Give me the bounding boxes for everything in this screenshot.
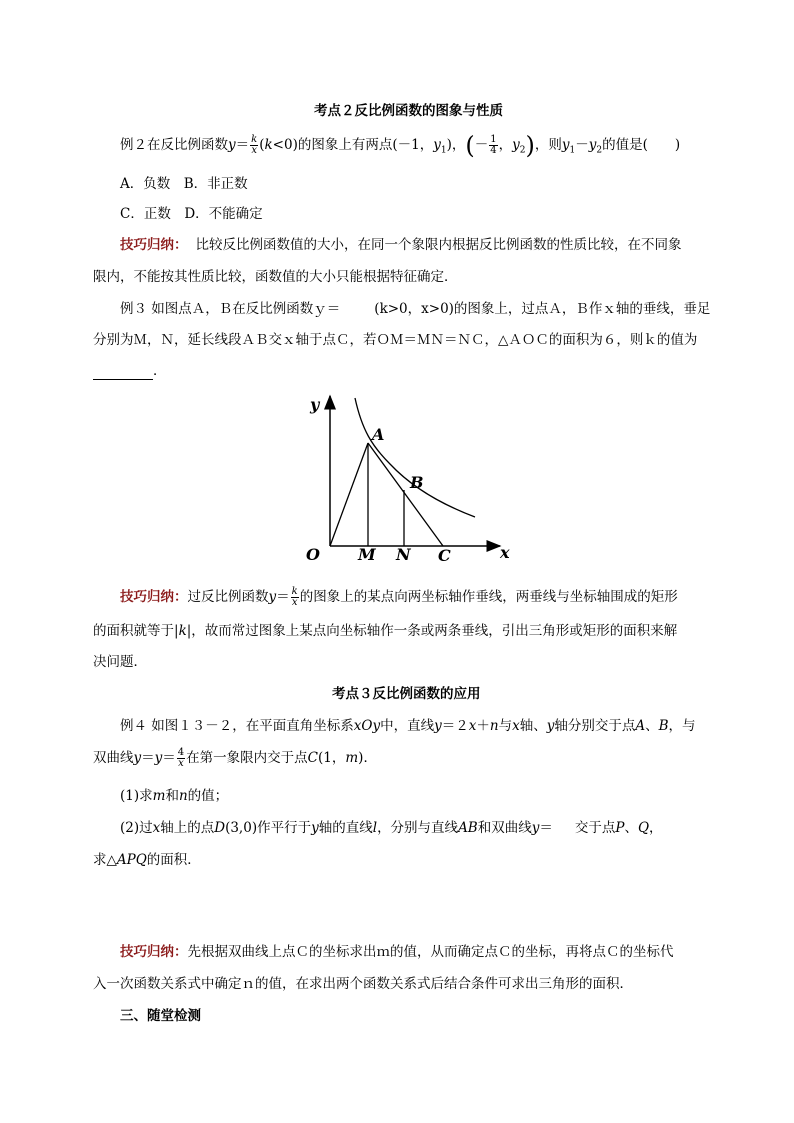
t: 和: [165, 788, 179, 804]
answer-blank-line: [93, 367, 153, 380]
right-paren: ): [525, 131, 535, 160]
var-y: y: [228, 137, 236, 153]
tip-label: 技巧归纳：: [120, 944, 188, 960]
tip-1-line-1: [120, 236, 682, 254]
var-AB: AB: [458, 820, 478, 836]
equals: ＝: [276, 589, 290, 605]
label-A: A: [372, 425, 385, 444]
t: 轴分别交于点: [554, 718, 636, 734]
t: ＝: [539, 820, 553, 836]
tip2-text-b: 的图象上的某点向两坐标轴作垂线，两垂线与坐标轴围成的矩形: [299, 589, 678, 605]
t: 轴上的点: [160, 820, 215, 836]
ex2-intro: 例２在反比例函数: [120, 137, 228, 153]
t: (2)过: [120, 820, 153, 836]
tip-2-line-1: [120, 585, 678, 609]
sub-1b: 1: [569, 145, 576, 156]
label-M: M: [358, 545, 376, 564]
var-n: n: [489, 718, 499, 734]
t: ＝: [141, 750, 155, 766]
var-y: y: [434, 718, 442, 734]
period: ．: [153, 363, 167, 379]
var-y: y: [311, 820, 319, 836]
t: 的值；: [187, 788, 229, 804]
example-4-question-1: [120, 787, 228, 805]
var-k: k: [178, 623, 187, 639]
frac-num: 1: [490, 134, 497, 145]
t: 轴、: [519, 718, 547, 734]
example-3-line-3: [93, 362, 167, 380]
tip3-text: 先根据双曲线上点Ｃ的坐标求出ｍ的值，从而确定点Ｃ的坐标，再将点Ｃ的坐标代: [187, 944, 674, 960]
t: 交于点: [574, 820, 616, 836]
var-C: C: [307, 750, 318, 766]
sep: )，: [446, 137, 466, 153]
sub-1: 1: [440, 145, 447, 156]
ex3-text-b: (k>0，x>0)的图象上，过点Ａ，Ｂ作ｘ轴的垂线，垂足: [374, 301, 711, 317]
var-x: x: [468, 718, 477, 734]
frac-den: x: [251, 145, 257, 156]
var-y: y: [268, 589, 277, 605]
fraction-4-over-x: [177, 748, 185, 769]
var-y1b: y: [561, 137, 570, 153]
label-x: x: [500, 543, 510, 562]
var-Q: Q: [637, 820, 650, 836]
frac-num: 4: [177, 747, 185, 758]
tip-text: 比较反比例函数值的大小，在同一个象限内根据反比例函数的性质比较，在不同象: [195, 237, 682, 253]
fraction-k-over-x: [291, 587, 299, 608]
example-4-line-2: [93, 744, 377, 772]
option-a-b: A．负数 B．非正数: [120, 176, 248, 192]
section-3-title: 考点３反比例函数的应用: [332, 686, 481, 702]
tip-1-line-2: 限内，不能按其性质比较，函数值的大小只能根据特征确定．: [93, 269, 458, 285]
var-y: y: [154, 750, 163, 766]
var-y: y: [133, 750, 142, 766]
sub-2b: 2: [596, 145, 603, 156]
section-in-class-test: 三、随堂检测: [120, 1008, 201, 1024]
t: ＝２: [441, 718, 469, 734]
var-P: P: [615, 820, 625, 836]
var-y: y: [531, 820, 540, 836]
segment-AC: [368, 443, 443, 546]
tip-label: 技巧归纳：: [120, 589, 188, 605]
example-2: [120, 132, 680, 164]
section-2-title: 考点２反比例函数的图象与性质: [314, 103, 503, 119]
example-4-line-1: [120, 717, 696, 735]
t: 、: [624, 820, 638, 836]
tip2-text-a: 过反比例函数: [187, 589, 269, 605]
t: 在第一象限内交于点: [186, 750, 308, 766]
label-C: C: [438, 546, 451, 565]
var-m: m: [345, 750, 359, 766]
comma: ，: [498, 137, 513, 153]
label-B: B: [410, 473, 424, 492]
tip2-text-2a: 的面积就等于|: [93, 623, 179, 639]
var-y2: y: [512, 137, 520, 153]
t: ，分别与直线: [377, 820, 459, 836]
t: ，: [649, 820, 663, 836]
t: 中，直线: [380, 718, 435, 734]
paren: (: [259, 137, 265, 153]
var-D: D: [214, 820, 226, 836]
t: ＝: [162, 750, 176, 766]
var-n: n: [178, 788, 188, 804]
equals: ＝: [235, 137, 250, 153]
var-x: x: [152, 820, 161, 836]
option-c-d: C．正数 D．不能确定: [120, 206, 263, 222]
frac-den: x: [291, 597, 298, 608]
t: 双曲线: [93, 750, 134, 766]
minus: －: [575, 137, 589, 153]
figure-hyperbola: [300, 388, 530, 568]
ex3-text-a: 例３ 如图点Ａ，Ｂ在反比例函数ｙ＝: [120, 301, 341, 317]
label-y: y: [310, 395, 320, 414]
t: (1，: [318, 750, 346, 766]
hyperbola-curve: [355, 398, 475, 517]
var-k: k: [264, 137, 273, 153]
t: 轴的直线: [318, 820, 373, 836]
var-y1: y: [433, 137, 441, 153]
t: 、: [645, 718, 659, 734]
tip2-text-2b: |，故而常过图象上某点向坐标轴作一条或两条垂线，引出三角形或矩形的面积来解: [186, 623, 678, 639]
t: ＋: [476, 718, 490, 734]
t: 和双曲线: [477, 820, 532, 836]
t: (3,0)作平行于: [225, 820, 312, 836]
var-APQ: APQ: [116, 852, 147, 868]
then-text: ，则: [534, 137, 562, 153]
fraction-k-over-x: [250, 135, 258, 156]
sub-2: 2: [519, 145, 526, 156]
minus-sign: －: [474, 137, 489, 153]
t: (1)求: [120, 788, 153, 804]
var-l: l: [372, 820, 378, 836]
left-paren: (: [465, 131, 475, 160]
tip-2-line-2: [93, 622, 677, 640]
label-N: N: [396, 545, 411, 564]
segment-OA: [330, 443, 368, 546]
t: 求△: [93, 852, 117, 868]
label-O: O: [306, 545, 320, 564]
tip-2-line-3: 决问题．: [93, 654, 147, 670]
example-3-line-1: [120, 300, 710, 318]
frac-den: 4: [490, 145, 497, 156]
example-4-question-2: [120, 819, 663, 837]
frac-num: k: [251, 134, 258, 145]
t: )．: [358, 750, 377, 766]
frac-num: k: [291, 586, 298, 597]
var-B: B: [658, 718, 669, 734]
var-xoy: xOy: [353, 718, 381, 734]
var-y2b: y: [588, 137, 597, 153]
t: ，与: [668, 718, 696, 734]
var-m: m: [152, 788, 166, 804]
t: 的面积．: [146, 852, 201, 868]
fraction-1-over-4: [489, 135, 497, 156]
ex2-points: <0)的图象上有两点(－1，: [272, 137, 434, 153]
t: 与: [498, 718, 513, 734]
answer-blank: 的值是( ): [602, 137, 681, 153]
frac-den: x: [178, 758, 184, 769]
var-y: y: [546, 718, 555, 734]
tip-label: 技巧归纳：: [120, 237, 188, 253]
example-4-question-2-cont: [93, 851, 201, 869]
var-A: A: [635, 718, 646, 734]
t: 例４ 如图１３－２，在平面直角坐标系: [120, 718, 354, 734]
example-3-line-2: 分别为Ｍ，Ｎ，延长线段ＡＢ交ｘ轴于点Ｃ，若ＯＭ＝ＭＮ＝ＮＣ，△ＡＯＣ的面积为６，则ｋ的值为: [93, 332, 698, 348]
tip-3-line-1: [120, 943, 674, 961]
var-x: x: [512, 718, 520, 734]
tip-3-line-2: 入一次函数关系式中确定ｎ的值，在求出两个函数关系式后结合条件可求出三角形的面积．: [93, 976, 633, 992]
